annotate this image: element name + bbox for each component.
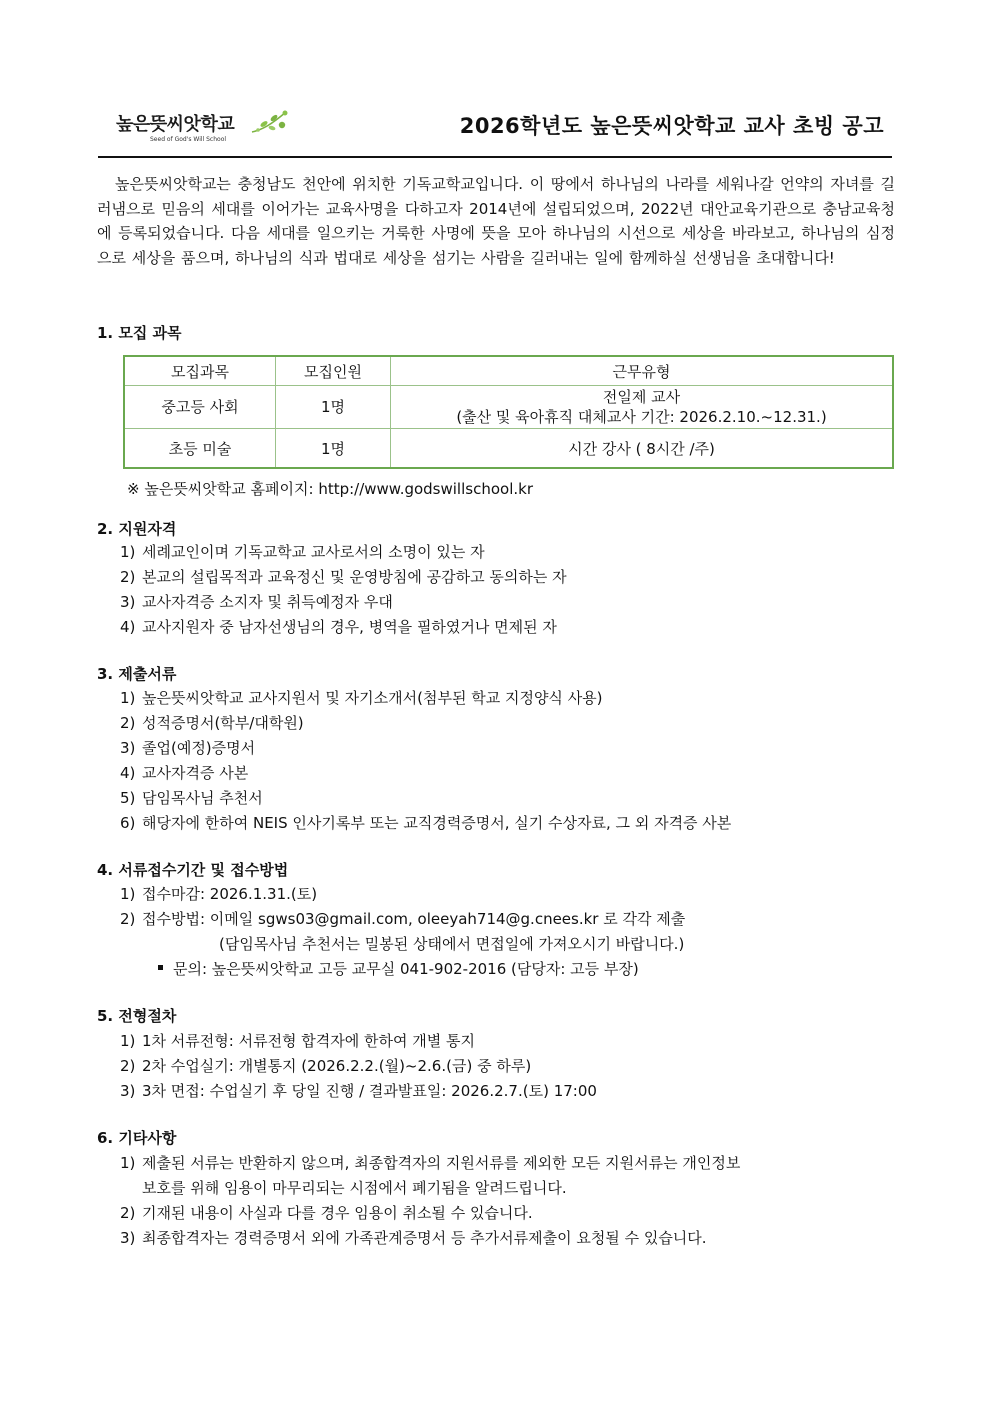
selection-list xyxy=(120,1029,597,1104)
school-logo xyxy=(116,108,291,152)
subject-cell: 중고등 사회 xyxy=(124,386,276,429)
inquiry-text: 문의: 높은뜻씨앗학교 고등 교무실 041-902-2016 (담당자: 고등 부장) xyxy=(173,960,639,978)
work-type-note: (출산 및 육아휴직 대체교사 기간: 2026.2.10.~12.31.) xyxy=(456,408,827,426)
list-item: 3) 졸업(예정)증명서 xyxy=(120,739,256,757)
list-item: 2) 접수방법: 이메일 sgws03@gmail.com, oleeyah714@g.cnees.kr 로 각각 제출 xyxy=(120,910,686,928)
section-title-qualifications: 2. 지원자격 xyxy=(97,520,177,538)
subject-cell: 초등 미술 xyxy=(124,429,276,469)
section-title-recruit-subjects: 1. 모집 과목 xyxy=(97,324,182,342)
documents-list xyxy=(120,686,731,836)
logo-subtitle: Seed of God's Will School xyxy=(150,136,227,143)
qualifications-list xyxy=(120,540,567,640)
section-title-submission: 4. 서류접수기간 및 접수방법 xyxy=(97,861,289,879)
header-divider xyxy=(98,156,892,158)
list-item: 1) 1차 서류전형: 서류전형 합격자에 한하여 개별 통지 xyxy=(120,1032,476,1050)
other-list xyxy=(120,1151,740,1251)
list-item: 5) 담임목사님 추천서 xyxy=(120,789,263,807)
homepage-note: ※ 높은뜻씨앗학교 홈페이지: http://www.godswillschool.kr xyxy=(127,480,533,498)
recommendation-note: (담임목사님 추천서는 밀봉된 상태에서 면접일에 가져오시기 바랍니다.) xyxy=(219,935,685,953)
work-type-cell: 시간 강사 ( 8시간 /주) xyxy=(391,429,894,469)
count-cell: 1명 xyxy=(276,386,391,429)
list-item: 1) 세례교인이며 기독교학교 교사로서의 소명이 있는 자 xyxy=(120,543,485,561)
list-item: 3) 최종합격자는 경력증명서 외에 가족관계증명서 등 추가서류제출이 요청될 수 있습니다. xyxy=(120,1229,707,1247)
intro-paragraph: 높은뜻씨앗학교는 충청남도 천안에 위치한 기독교학교입니다. 이 땅에서 하나님의 나라를 세워나갈 언약의 자녀를 길러냄으로 믿음의 세대를 이어가는 교육사명을 다하고자 2014년에 설립되었으며, 2022년 대안교육기관으로 충남교육청에 등록되었습니다. 다음 세대를 일으키는 거룩한 사명에 뜻을 모아 하나님의 시선으로 세상을 바라보고, 하나님의 심정으로 세상을 품으며, 하나님의 식과 법대로 세상을 섬기는 사람을 길러내는 일에 함께하실 선생님을 초대합니다! xyxy=(97,175,895,267)
list-item: 3) 3차 면접: 수업실기 후 당일 진행 / 결과발표일: 2026.2.7.(토) 17:00 xyxy=(120,1082,597,1100)
list-item: 1) 접수마감: 2026.1.31.(토) xyxy=(120,885,318,903)
submission-list xyxy=(120,882,685,932)
document-title: 2026학년도 높은뜻씨앗학교 교사 초빙 공고 xyxy=(459,114,884,138)
list-item: 6) 해당자에 한하여 NEIS 인사기록부 또는 교직경력증명서, 실기 수상자료, 그 외 자격증 사본 xyxy=(120,814,732,832)
count-cell: 1명 xyxy=(276,429,391,469)
list-item: 1) 제출된 서류는 반환하지 않으며, 최종합격자의 지원서류를 제외한 모든 지원서류는 개인정보 보호를 위해 임용이 마무리되는 시점에서 폐기됨을 알려드립니다. xyxy=(120,1154,741,1197)
recruit-table xyxy=(123,355,894,469)
table-header-row xyxy=(124,356,893,386)
sprout-icon xyxy=(250,108,290,138)
work-type: 전일제 교사 xyxy=(602,388,681,406)
list-item: 2) 본교의 설립목적과 교육정신 및 운영방침에 공감하고 동의하는 자 xyxy=(120,568,567,586)
work-type-cell xyxy=(391,386,894,429)
table-row xyxy=(124,386,893,429)
list-item: 3) 교사자격증 소지자 및 취득예정자 우대 xyxy=(120,593,393,611)
square-bullet-icon xyxy=(158,965,163,970)
table-header-cell: 근무유형 xyxy=(391,356,894,386)
inquiry-line xyxy=(158,957,639,982)
header xyxy=(98,104,892,158)
list-item: 4) 교사자격증 사본 xyxy=(120,764,249,782)
table-header-cell: 모집과목 xyxy=(124,356,276,386)
list-item: 4) 교사지원자 중 남자선생님의 경우, 병역을 필하였거나 면제된 자 xyxy=(120,618,557,636)
section-title-documents: 3. 제출서류 xyxy=(97,665,177,683)
list-item: 2) 성적증명서(학부/대학원) xyxy=(120,714,304,732)
table-row xyxy=(124,429,893,469)
section-title-other: 6. 기타사항 xyxy=(97,1129,177,1147)
table-header-cell: 모집인원 xyxy=(276,356,391,386)
list-item: 2) 2차 수업실기: 개별통지 (2026.2.2.(월)~2.6.(금) 중 하루) xyxy=(120,1057,532,1075)
logo-text: 높은뜻씨앗학교 xyxy=(116,114,235,135)
section-title-selection-process: 5. 전형절차 xyxy=(97,1007,177,1025)
list-item: 2) 기재된 내용이 사실과 다를 경우 임용이 취소될 수 있습니다. xyxy=(120,1204,533,1222)
list-item: 1) 높은뜻씨앗학교 교사지원서 및 자기소개서(첨부된 학교 지정양식 사용) xyxy=(120,689,603,707)
